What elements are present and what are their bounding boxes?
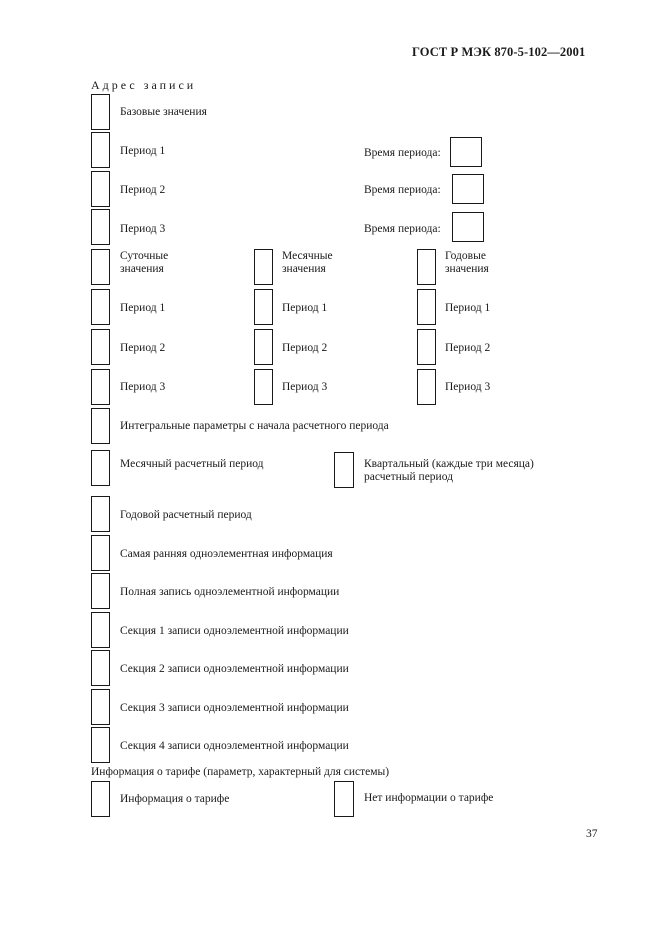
checkbox-yearly-values[interactable] — [417, 249, 436, 285]
label-monthly-values-line2: значения — [282, 263, 326, 275]
label-monthly-period-1: Период 1 — [282, 302, 328, 314]
checkbox-monthly-billing-period[interactable] — [91, 450, 110, 486]
label-monthly-billing-period: Месячный расчетный период — [120, 458, 264, 470]
label-quarterly-line2: расчетный период — [364, 471, 453, 483]
checkbox-yearly-period-1[interactable] — [417, 289, 436, 325]
label-monthly-period-3: Период 3 — [282, 381, 328, 393]
checkbox-base-values[interactable] — [91, 94, 110, 130]
label-daily-period-1: Период 1 — [120, 302, 166, 314]
checkbox-earliest-info[interactable] — [91, 535, 110, 571]
checkbox-full-record[interactable] — [91, 573, 110, 609]
label-yearly-period-2: Период 2 — [445, 342, 491, 354]
checkbox-section-2[interactable] — [91, 650, 110, 686]
label-base-period-1: Период 1 — [120, 145, 166, 157]
checkbox-daily-values[interactable] — [91, 249, 110, 285]
checkbox-integral-params[interactable] — [91, 408, 110, 444]
checkbox-section-3[interactable] — [91, 689, 110, 725]
checkbox-no-tariff-info[interactable] — [334, 781, 354, 817]
label-yearly-values-line1: Годовые — [445, 250, 486, 262]
checkbox-section-1[interactable] — [91, 612, 110, 648]
page-number: 37 — [586, 828, 598, 840]
checkbox-daily-period-2[interactable] — [91, 329, 110, 365]
field-period-time-3[interactable] — [452, 212, 484, 242]
label-period-time-3: Время периода: — [364, 223, 441, 235]
checkbox-base-period-3[interactable] — [91, 209, 110, 245]
label-tariff-info: Информация о тарифе — [120, 793, 230, 805]
checkbox-monthly-period-2[interactable] — [254, 329, 273, 365]
label-full-record: Полная запись одноэлементной информации — [120, 586, 340, 598]
label-period-time-2: Время периода: — [364, 184, 441, 196]
checkbox-daily-period-3[interactable] — [91, 369, 110, 405]
checkbox-monthly-period-3[interactable] — [254, 369, 273, 405]
checkbox-section-4[interactable] — [91, 727, 110, 763]
label-period-time-1: Время периода: — [364, 147, 441, 159]
checkbox-yearly-period-3[interactable] — [417, 369, 436, 405]
label-yearly-values-line2: значения — [445, 263, 489, 275]
label-daily-period-3: Период 3 — [120, 381, 166, 393]
checkbox-quarterly-billing-period[interactable] — [334, 452, 354, 488]
document-header: ГОСТ Р МЭК 870-5-102—2001 — [412, 45, 586, 59]
checkbox-yearly-period-2[interactable] — [417, 329, 436, 365]
label-yearly-period-1: Период 1 — [445, 302, 491, 314]
label-base-period-3: Период 3 — [120, 223, 166, 235]
label-monthly-period-2: Период 2 — [282, 342, 328, 354]
label-monthly-values-line1: Месячные — [282, 250, 333, 262]
label-daily-period-2: Период 2 — [120, 342, 166, 354]
label-section-1: Секция 1 записи одноэлементной информации — [120, 625, 349, 637]
checkbox-monthly-values[interactable] — [254, 249, 273, 285]
label-integral-params: Интегральные параметры с начала расчетного периода — [120, 420, 389, 432]
label-yearly-billing-period: Годовой расчетный период — [120, 509, 252, 521]
checkbox-daily-period-1[interactable] — [91, 289, 110, 325]
label-earliest-info: Самая ранняя одноэлементная информация — [120, 548, 333, 560]
label-no-tariff-info: Нет информации о тарифе — [364, 792, 494, 804]
field-period-time-2[interactable] — [452, 174, 484, 204]
label-section-2: Секция 2 записи одноэлементной информации — [120, 663, 349, 675]
field-period-time-1[interactable] — [450, 137, 482, 167]
checkbox-yearly-billing-period[interactable] — [91, 496, 110, 532]
section-heading: Адрес записи — [91, 78, 197, 92]
label-quarterly-line1: Квартальный (каждые три месяца) — [364, 458, 534, 470]
label-base-period-2: Период 2 — [120, 184, 166, 196]
label-section-4: Секция 4 записи одноэлементной информации — [120, 740, 349, 752]
label-yearly-period-3: Период 3 — [445, 381, 491, 393]
label-section-3: Секция 3 записи одноэлементной информации — [120, 702, 349, 714]
checkbox-base-period-1[interactable] — [91, 132, 110, 168]
tariff-heading: Информация о тарифе (параметр, характерный для системы) — [91, 766, 390, 778]
checkbox-monthly-period-1[interactable] — [254, 289, 273, 325]
checkbox-base-period-2[interactable] — [91, 171, 110, 207]
label-base-values: Базовые значения — [120, 106, 207, 118]
label-daily-values-line2: значения — [120, 263, 164, 275]
checkbox-tariff-info[interactable] — [91, 781, 110, 817]
label-daily-values-line1: Суточные — [120, 250, 169, 262]
